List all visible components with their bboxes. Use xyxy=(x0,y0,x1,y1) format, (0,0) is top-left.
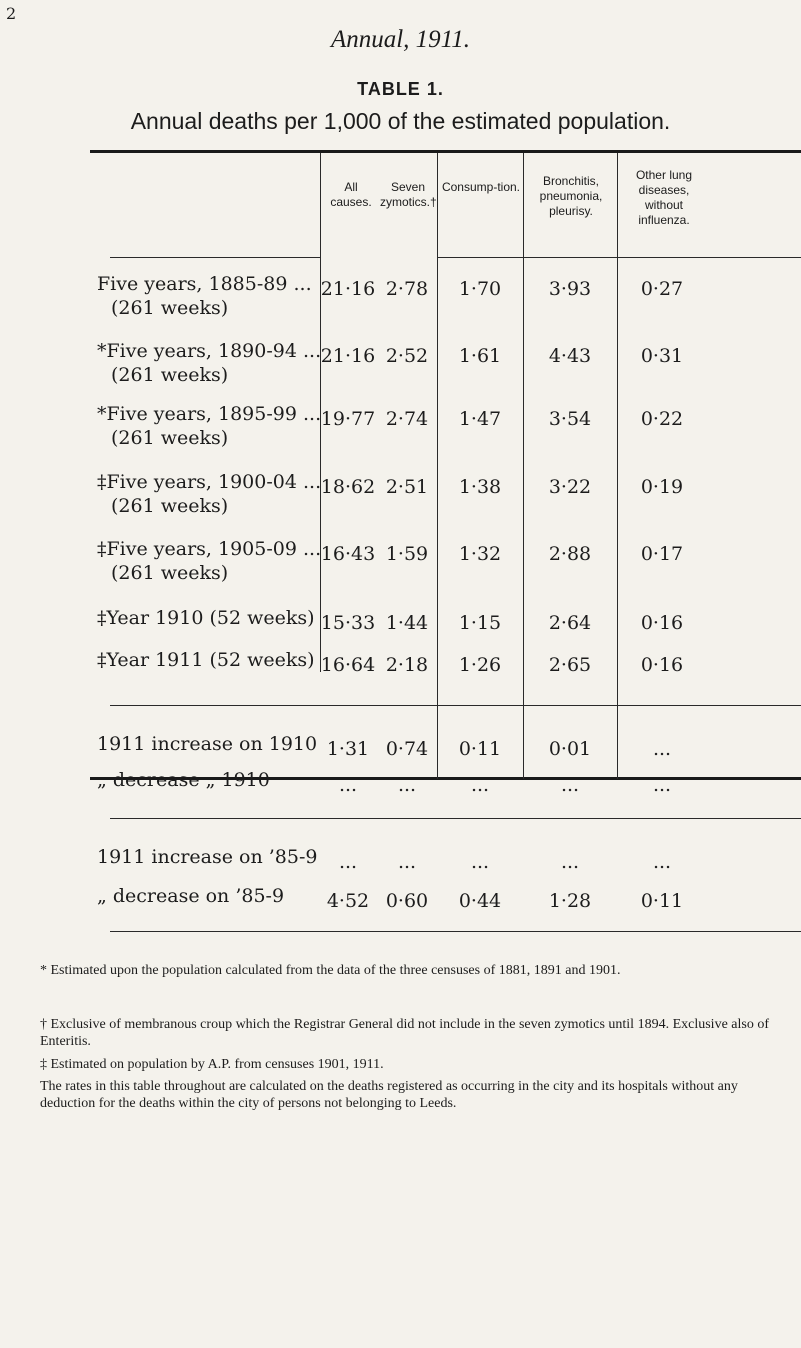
table-cell: 1·32 xyxy=(458,543,502,565)
table-cell: ... xyxy=(397,851,417,873)
row-label-subline: (261 weeks) xyxy=(111,495,229,517)
table-cell: 0·11 xyxy=(458,738,502,760)
col-header-other-lung: Other lung diseases, without influenza. xyxy=(635,168,693,227)
table-cell: 19·77 xyxy=(320,408,376,430)
table-cell: 21·16 xyxy=(320,345,376,367)
row-label-line: „ decrease on ’85-9 xyxy=(97,885,285,907)
table-cell: 1·26 xyxy=(458,654,502,676)
col-header-consumption: Consump-tion. xyxy=(441,180,521,194)
table-cell: 0·16 xyxy=(640,654,684,676)
running-head: Annual, 1911. xyxy=(330,26,471,53)
table-title: Annual deaths per 1,000 of the estimated population. xyxy=(130,108,671,134)
table-cell: 1·47 xyxy=(458,408,502,430)
table-cell: 18·62 xyxy=(320,476,376,498)
table-cell: 4·52 xyxy=(326,890,370,912)
row-label-line: *Five years, 1890-94 ... xyxy=(97,340,322,362)
table-cell: 2·51 xyxy=(385,476,429,498)
table-cell: 2·52 xyxy=(385,345,429,367)
table-cell: 0·17 xyxy=(640,543,684,565)
footnote-1: * Estimated upon the population calculated from the data of the three censuses of 1881, 1891 and 1901. xyxy=(40,963,621,978)
table-cell: 0·31 xyxy=(640,345,684,367)
row-label-line: Five years, 1885-89 ... xyxy=(97,273,312,295)
table-cell: ... xyxy=(560,851,580,873)
col-rule xyxy=(437,153,438,779)
section-rule xyxy=(110,705,801,706)
table-cell: 1·59 xyxy=(385,543,429,565)
table-cell: 0·22 xyxy=(640,408,684,430)
table-cell: 1·31 xyxy=(326,738,370,760)
table-cell: 3·54 xyxy=(548,408,592,430)
row-label-line: *Five years, 1895-99 ... xyxy=(97,403,322,425)
table-cell: ... xyxy=(470,774,490,796)
table-cell: 3·22 xyxy=(548,476,592,498)
section-rule xyxy=(110,931,801,932)
table-cell: 1·28 xyxy=(548,890,592,912)
row-label xyxy=(97,606,322,630)
table-cell: ... xyxy=(470,851,490,873)
col-header-all-causes: All causes. xyxy=(330,180,372,209)
row-label-line: 1911 increase on 1910 xyxy=(97,733,318,755)
table-cell: 0·11 xyxy=(640,890,684,912)
table-cell: 1·61 xyxy=(458,345,502,367)
table-cell: 0·19 xyxy=(640,476,684,498)
footnote-2: † Exclusive of membranous croup which the Registrar General did not include in the seven zymotics until 1894. Exclusive also of Enteritis. xyxy=(40,1017,769,1049)
row-label xyxy=(97,339,322,387)
table-cell: 3·93 xyxy=(548,278,592,300)
row-label xyxy=(97,272,322,320)
col-header-bronchitis: Bronchitis, pneumonia, pleurisy. xyxy=(539,174,603,218)
col-header-seven-zymotics: Seven zymotics.† xyxy=(380,180,437,209)
table-cell: ... xyxy=(560,774,580,796)
row-label-line: ‡Five years, 1905-09 ... xyxy=(97,538,322,560)
table-cell: 16·43 xyxy=(320,543,376,565)
row-label-line: „ decrease „ 1910 xyxy=(97,769,270,791)
row-label xyxy=(97,470,322,518)
table-cell: 2·18 xyxy=(385,654,429,676)
table-cell: 0·74 xyxy=(385,738,429,760)
header-rule xyxy=(110,257,320,258)
row-label xyxy=(97,884,322,908)
footnote-3: ‡ Estimated on population by A.P. from censuses 1901, 1911. xyxy=(40,1057,384,1072)
table-cell: 1·15 xyxy=(458,612,502,634)
table-cell: 1·38 xyxy=(458,476,502,498)
table-cell: 0·60 xyxy=(385,890,429,912)
table-label: TABLE 1. xyxy=(357,79,444,99)
table-cell: 0·01 xyxy=(548,738,592,760)
row-label-subline: (261 weeks) xyxy=(111,364,229,386)
footnote-4: The rates in this table throughout are calculated on the deaths registered as occurring in the city and its hospitals without any deduction for the deaths within the city of persons not belonging to Leeds. xyxy=(40,1079,738,1111)
table-cell: 16·64 xyxy=(320,654,376,676)
row-label xyxy=(97,537,322,585)
table-cell: 1·70 xyxy=(458,278,502,300)
row-label xyxy=(97,845,322,869)
row-label-subline: (261 weeks) xyxy=(111,562,229,584)
row-label-subline: (261 weeks) xyxy=(111,297,229,319)
row-label-line: 1911 increase on ’85-9 xyxy=(97,846,318,868)
table-cell: 21·16 xyxy=(320,278,376,300)
row-label xyxy=(97,732,322,756)
table-cell: 1·44 xyxy=(385,612,429,634)
table-cell: ... xyxy=(397,774,417,796)
row-label xyxy=(97,402,322,450)
table-cell: ... xyxy=(652,738,672,760)
table-cell: 0·44 xyxy=(458,890,502,912)
table-cell: 2·88 xyxy=(548,543,592,565)
col-rule xyxy=(617,153,618,779)
table-cell: 4·43 xyxy=(548,345,592,367)
table-cell: 2·65 xyxy=(548,654,592,676)
table-cell: 2·74 xyxy=(385,408,429,430)
row-label-line: ‡Five years, 1900-04 ... xyxy=(97,471,322,493)
row-label xyxy=(97,648,322,672)
row-label xyxy=(97,768,322,792)
table-cell: 0·27 xyxy=(640,278,684,300)
table-frame xyxy=(90,150,801,780)
table-cell: 2·78 xyxy=(385,278,429,300)
table-cell: 2·64 xyxy=(548,612,592,634)
section-rule xyxy=(110,818,801,819)
table-cell: ... xyxy=(338,774,358,796)
header-rule xyxy=(437,257,801,258)
col-rule xyxy=(523,153,524,779)
table-cell: 15·33 xyxy=(320,612,376,634)
row-label-line: ‡Year 1910 (52 weeks) xyxy=(97,607,315,629)
row-label-line: ‡Year 1911 (52 weeks) xyxy=(97,649,315,671)
table-cell: ... xyxy=(652,851,672,873)
table-cell: ... xyxy=(652,774,672,796)
row-label-subline: (261 weeks) xyxy=(111,427,229,449)
table-cell: ... xyxy=(338,851,358,873)
page-number: 2 xyxy=(6,4,17,23)
table-cell: 0·16 xyxy=(640,612,684,634)
